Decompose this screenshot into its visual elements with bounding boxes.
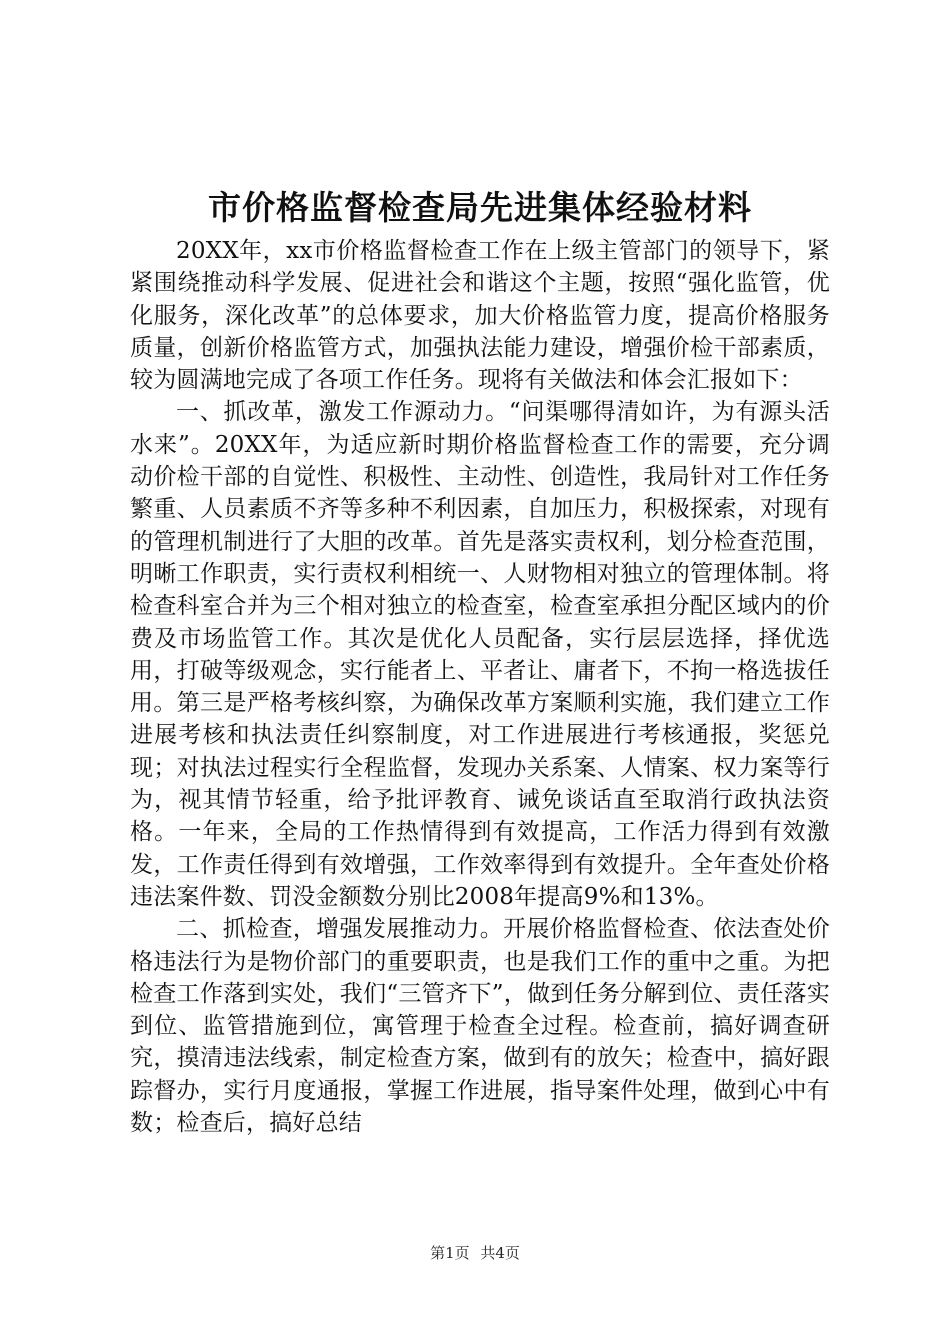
- page-footer: [0, 1243, 950, 1263]
- paragraph-reform: 一、抓改革，激发工作源动力。“问渠哪得清如许，为有源头活水来”。20XX年，为适应新时期价格监督检查工作的需要，充分调动价检干部的自觉性、积极性、主动性、创造性，我局针对工作任务繁重、人员素质不齐等多种不利因素，自加压力，积极探索，对现有的管理机制进行了大胆的改革。首先是落实责权利，划分检查范围，明晰工作职责，实行责权利相统一、人财物相对独立的管理体制。将检查科室合并为三个相对独立的检查室，检查室承担分配区域内的价费及市场监管工作。其次是优化人员配备，实行层层选择，择优选用，打破等级观念，实行能者上、平者让、庸者下，不拘一格选拔任用。第三是严格考核纠察，为确保改革方案顺利实施，我们建立工作进展考核和执法责任纠察制度，对工作进展进行考核通报，奖惩兑现；对执法过程实行全程监督，发现办关系案、人情案、权力案等行为，视其情节轻重，给予批评教育、诫免谈话直至取消行政执法资格。一年来，全局的工作热情得到有效提高，工作活力得到有效激发，工作责任得到有效增强，工作效率得到有效提升。全年查处价格违法案件数、罚没金额数分别比2008年提高9%和13%。: [130, 399, 830, 910]
- document-title: 市价格监督检查局先进集体经验材料: [208, 188, 752, 227]
- paragraph-inspection: 二、抓检查，增强发展推动力。开展价格监督检查、依法查处价格违法行为是物价部门的重要职责，也是我们工作的重中之重。为把检查工作落到实处，我们“三管齐下”，做到任务分解到位、责任落实到位、监管措施到位，寓管理于检查全过程。检查前，搞好调查研究，摸清违法线索，制定检查方案，做到有的放矢；检查中，搞好跟踪督办，实行月度通报，掌握工作进展，指导案件处理，做到心中有数；检查后，搞好总结: [130, 916, 830, 1137]
- page-number: 第1页: [430, 1244, 470, 1262]
- page-total: 共4页: [480, 1244, 520, 1262]
- document-body: [130, 235, 830, 1139]
- paragraph-intro: 20XX年，xx市价格监督检查工作在上级主管部门的领导下，紧紧围绕推动科学发展、促进社会和谐这个主题，按照“强化监管，优化服务，深化改革”的总体要求，加大价格监管力度，提高价格服务质量，创新价格监管方式，加强执法能力建设，增强价检干部素质，较为圆满地完成了各项工作任务。现将有关做法和体会汇报如下：: [130, 238, 830, 394]
